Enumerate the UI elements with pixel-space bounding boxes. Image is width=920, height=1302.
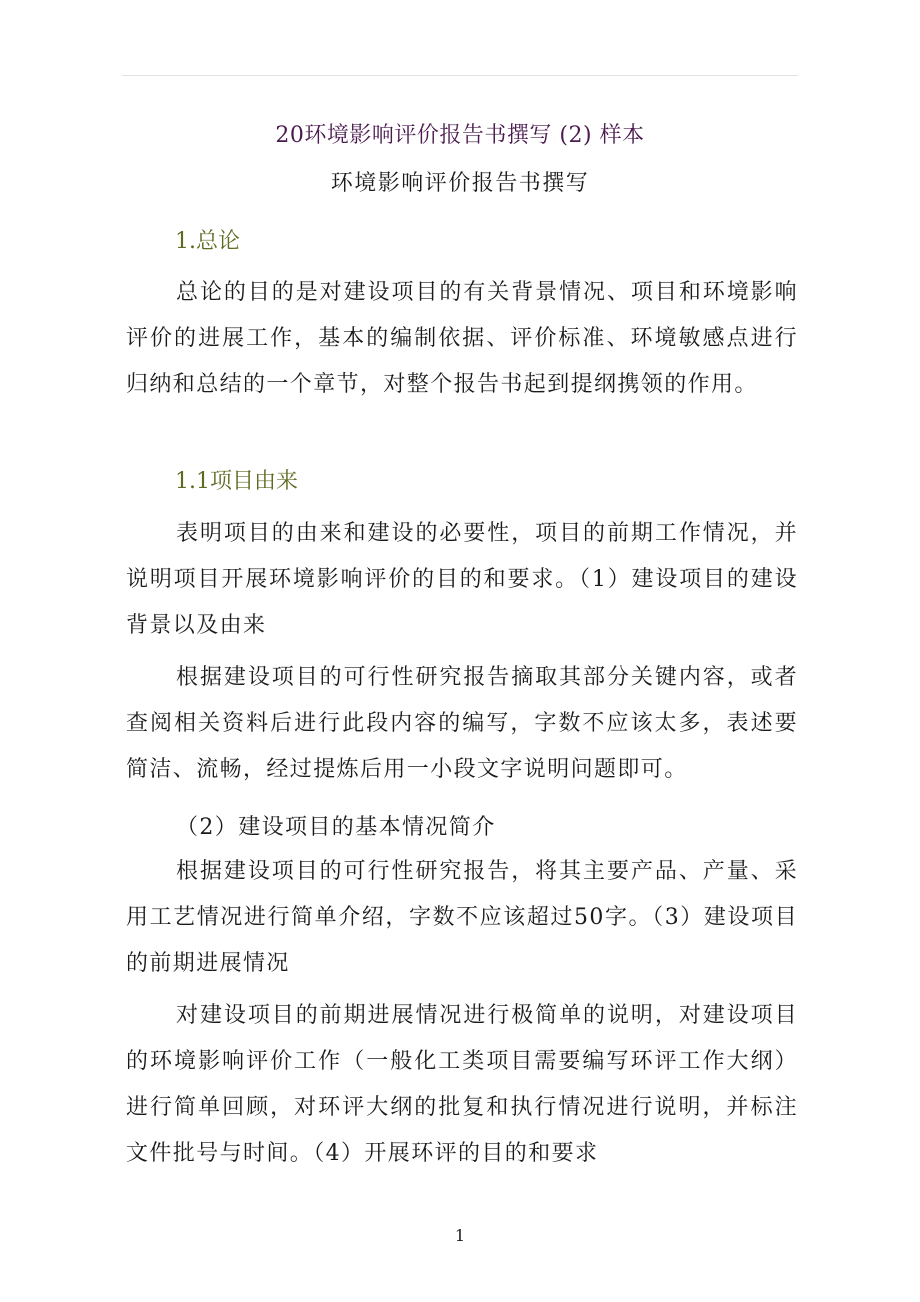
document-subtitle: 环境影响评价报告书撰写 xyxy=(330,171,590,196)
paragraph-general-purpose: 总论的目的是对建设项目的有关背景情况、项目和环境影响评价的进展工作，基本的编制依据、评价标准、环境敏感点进行归纳和总结的一个章节，对整个报告书起到提纲携领的作用。 xyxy=(126,280,798,397)
header-rule xyxy=(122,75,798,76)
paragraph-project-origin: 表明项目的由来和建设的必要性，项目的前期工作情况，并说明项目开展环境影响评价的目的和要求。（1）建设项目的建设背景以及由来 xyxy=(126,521,798,638)
section-heading-project-origin: 1.1项目由来 xyxy=(175,469,298,494)
paragraph-basic-situation: 根据建设项目的可行性研究报告，将其主要产品、产量、采用工艺情况进行简单介绍，字数不应该超过50字。（3）建设项目的前期进展情况 xyxy=(126,859,798,976)
section-heading-general: 1.总论 xyxy=(175,229,240,254)
document-title: 20环境影响评价报告书撰写 (2) 样本 xyxy=(275,123,645,148)
page-number: 1 xyxy=(454,1226,466,1245)
item-basic-situation: （2）建设项目的基本情况简介 xyxy=(176,815,496,840)
paragraph-background: 根据建设项目的可行性研究报告摘取其部分关键内容，或者查阅相关资料后进行此段内容的编写，字数不应该太多，表述要简洁、流畅，经过提炼后用一小段文字说明问题即可。 xyxy=(126,665,798,782)
paragraph-early-progress: 对建设项目的前期进展情况进行极简单的说明，对建设项目的环境影响评价工作（一般化工类项目需要编写环评工作大纲）进行简单回顾，对环评大纲的批复和执行情况进行说明，并标注文件批号与时间。（4）开展环评的目的和要求 xyxy=(126,1003,798,1166)
